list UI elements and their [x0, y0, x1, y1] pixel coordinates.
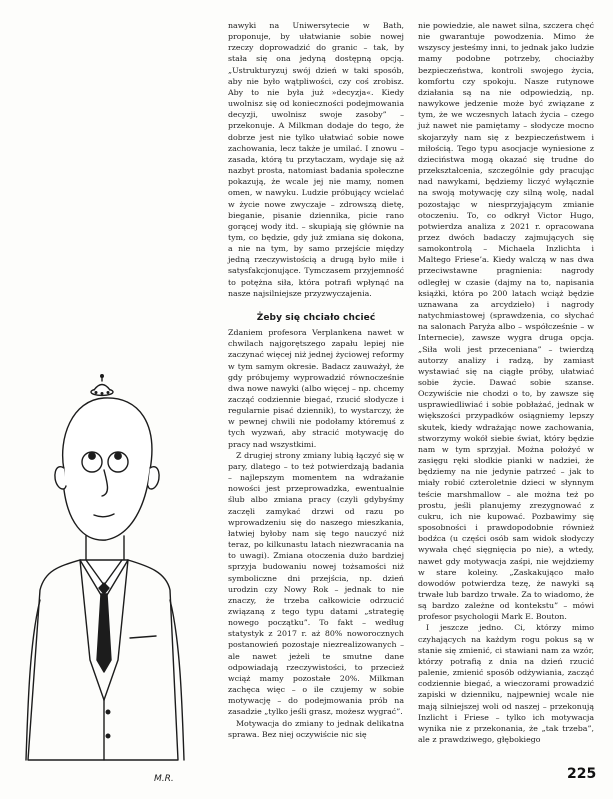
page-number: 225: [567, 766, 597, 782]
paragraph: Zdaniem profesora Verplankena nawet w chwilach najgorętszego zapału lepiej nie zaczynać więcej niż jednej życiowej reformy w tym samym okresie. Badacz zauważył, że gdy próbujemy wyprowadzić równocześnie dwa nowe nawyki (albo więcej – np. chcemy zacząć codziennie biegać, rzucić słodycze i regularnie pisać dziennik), to wystarczy, że w pewnej chwili nie podołamy któremuś z tych wyzwań, aby stracić motywację do pracy nad wszystkimi.: [228, 328, 404, 449]
paragraph: nie powiedzie, ale nawet silna, szczera chęć nie gwarantuje powodzenia. Mimo że wszyscy jesteśmy inni, to jednak jako ludzie mamy podobne potrzeby, chociażby bezpieczeństwa, kontroli swojego życia, komfortu czy spokoju. Nasze rutynowe działania są na nie odpowiedzią, np. nawykowe jedzenie może być związane z tym, że we wczesnych latach życia – czego już nawet nie pamiętamy – słodycze mocno skojarzyły nam się z bezpieczeństwem i miłością. Tego typu asocjacje wyniesione z dzieciństwa mogą okazać się trudne do przekształcenia, szczególnie gdy pracując nad nawykami, będziemy liczyć wyłącznie na swoją motywację czy silną wolę, nadal pozostając w niesprzyjającym zmianie otoczeniu. To, co odkrył Victor Hugo, potwierdza analiza z 2021 r. opracowana przez dwóch badaczy zajmujących się samokontrolą – Michaela Inzlichta i Maltego Friese’a. Kiedy walczą w nas dwa przeciwstawne pragnienia: nagrody odległej w czasie (dajmy na to, napisania książki, która po 200 latach wciąż będzie uznawana za arcydzieło) i nagrody natychmiastowej (sprawdzenia, co słychać na salonach Paryża albo – współcześnie – w Internecie), zawsze wygra druga opcja. „Siła woli jest przeceniana” – twierdzą autorzy analizy i radzą, by zamiast wystawiać się na ciągłe próby, ułatwiać sobie życie. Dawać sobie szanse. Oczywiście nie chodzi o to, by zawsze się usprawiedliwiać i sobie pobłażać, jednak w większości przypadków osiągniemy lepszy skutek, kiedy wdrażając nowe zachowania, stworzymy wokół siebie świat, który będzie nam w tym sprzyjał. Można położyć w zasięgu ręki słodkie pianki w nadziei, że będziemy na nie jedynie patrzeć – jak to miały robić czteroletnie dzieci w słynnym teście marshmallow – ale można też po prostu, jeśli planujemy zrezygnować z cukru, ich nie kupować. Pozbawimy się sposobności i prawdopodobnie również bodźca (u części osób sam widok słodyczy wywała chęć sięgnięcia po nie), a wtedy, nawet gdy motywacja zaśpi, nie wejdziemy w stare koleiny. „Zaskakująco mało dowodów potwierdza tezę, że nawyki są trwałe lub bardzo trwałe. Za to wiadomo, że są bardzo zależne od kontekstu” – mówi profesor psychologii Mark E. Bouton.: [418, 21, 594, 622]
section-subheading: Żeby się chciało chcieć: [256, 312, 376, 323]
text-column-right: [418, 20, 594, 745]
ufo-icon: [91, 375, 113, 396]
paragraph: Z drugiej strony zmiany lubią łączyć się w pary, dlatego – to też potwierdzają badania – najlepszym momentem na wdrażanie nowości jest przeprowadzka, ewentualnie ślub albo zmiana pracy (czyli gdybyśmy zaczęli zamykać drzwi od razu po wprowadzeniu się do naszego mieszkania, łatwiej byłoby nam się tego nauczyć niż teraz, po kilkunastu latach niezwracania na to uwagi). Zmiana otoczenia dużo bardziej sprzyja budowaniu nowej tożsamości niż symboliczne dni przejścia, np. dzień urodzin czy Nowy Rok – jednak to nie znaczy, że trzeba całkowicie odrzucić związaną z tego typu datami „strategię nowego początku”. To fakt – według statystyk z 2017 r. aż 80% noworocznych postanowień pozostaje niezrealizowanych – ale nawet jeżeli te smutne dane odpowiadają rzeczywistości, to przecież wciąż mamy pozostałe 20%. Milkman zachęca więc – o ile czujemy w sobie motywację – do podejmowania prób na zasadzie „tylko jeśli grasz, możesz wygrać”.: [228, 450, 404, 717]
text-column-middle: [228, 20, 404, 740]
paragraph: Motywacja do zmiany to jednak delikatna sprawa. Bez niej oczywiście nic się: [228, 718, 404, 739]
signature: M.R.: [154, 774, 174, 784]
paragraph: nawyki na Uniwersytecie w Bath, proponuje, by ułatwianie sobie nowej rzeczy doprowadzić do granic – tak, by stała się ona jedyną dostępną opcją. „Ustrukturyzuj swój dzień w taki sposób, aby nie było wątpliwości, czy coś zrobisz. Aby to nie była już »decyzja«. Kiedy uwolnisz się od konieczności podejmowania decyzji, uwolnisz swoje zasoby” – przekonuje. A Milkman dodaje do tego, że dobrze jest nie tylko ułatwiać sobie nowe zachowania, lecz także je umilać. I znowu – zasada, którą tu przytaczam, wydaje się aż nazbyt prosta, natomiast badania społeczne pokazują, że wcale jej nie mamy, nomen omen, w nawyku. Ludzie próbujący wcielać w życie nowe zwyczaje – zdrowszą dietę, bieganie, pisanie dziennika, picie rano gorącej wody itd. – skupiają się głównie na tym, co będzie, gdy już zmiana się dokona, a nie na tym, by samo przejście między jedną rzeczywistością a drugą było miłe i satysfakcjonujące. Tymczasem przyjemność to potężna siła, która potrafi wpłynąć na nasze najsilniejsze przyzwyczajenia.: [228, 21, 404, 298]
paragraph: I jeszcze jedno. Ci, którzy mimo czyhających na każdym rogu pokus są w stanie się zmienić, ci stawiani nam za wzór, którzy potrafią z dnia na dzień rzucić palenie, zmienić sposób odżywiania, zacząć codziennie biegać, a wieczorami prowadzić zapiski w dzienniku, najpewniej wcale nie mają silniejszej woli od naszej – przekonują Inzlicht i Friese – tylko ich motywacja wynika nie z przekonania, że „tak trzeba”, ale z prawdziwego, głębokiego: [418, 623, 594, 744]
